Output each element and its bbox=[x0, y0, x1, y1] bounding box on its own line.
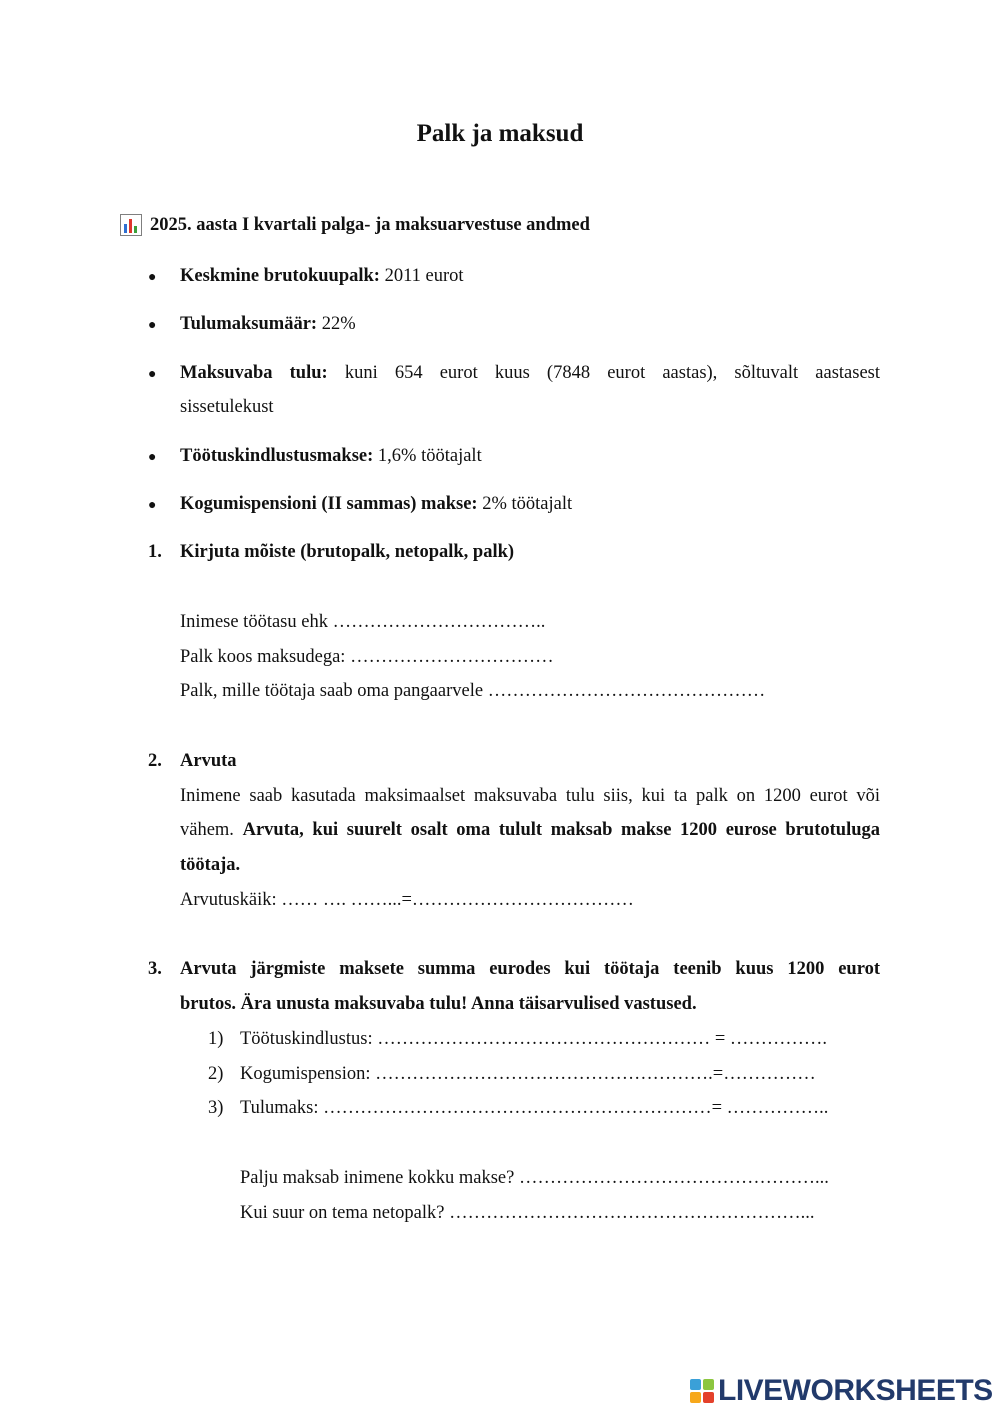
bullet-icon: ● bbox=[148, 450, 157, 465]
item-number: 3) bbox=[208, 1098, 224, 1118]
answer-line[interactable]: Tulumaks: ………………………………………………………= …………….. bbox=[240, 1098, 829, 1118]
task-number: 1. bbox=[148, 542, 162, 562]
answer-line[interactable]: Kogumispension: ……………………………………………….=…………… bbox=[240, 1064, 816, 1084]
task-heading: Kirjuta mõiste (brutopalk, netopalk, palk) bbox=[180, 542, 515, 562]
bullet-item-continuation: sissetulekust bbox=[180, 397, 274, 417]
liveworksheets-logo-icon bbox=[690, 1379, 714, 1403]
task-text: Inimene saab kasutada maksimaalset maksuvaba tulu siis, kui ta palk on 1200 eurot või bbox=[180, 786, 880, 806]
task-heading: brutos. Ära unusta maksuvaba tulu! Anna täisarvulised vastused. bbox=[180, 994, 697, 1014]
bullet-icon: ● bbox=[148, 367, 157, 382]
question-line[interactable]: Palju maksab inimene kokku makse? …………………………………………... bbox=[240, 1168, 829, 1188]
calculation-line[interactable]: Arvutuskäik: …… …. ……...=……………………………… bbox=[180, 890, 634, 910]
task-heading: Arvuta bbox=[180, 751, 237, 771]
question-line[interactable]: Kui suur on tema netopalk? …………………………………………………... bbox=[240, 1203, 815, 1223]
item-number: 1) bbox=[208, 1029, 224, 1049]
task-text: vähem. Arvuta, kui suurelt osalt oma tulult maksab makse 1200 eurose brutotuluga bbox=[180, 820, 880, 840]
answer-line[interactable]: Palk koos maksudega: …………………………… bbox=[180, 647, 554, 667]
task-text: töötaja. bbox=[180, 855, 241, 875]
task-number: 3. bbox=[148, 959, 162, 979]
bullet-item: Kogumispensioni (II sammas) makse: 2% töötajalt bbox=[180, 494, 573, 514]
bullet-icon: ● bbox=[148, 318, 157, 333]
bullet-item: Töötuskindlustusmakse: 1,6% töötajalt bbox=[180, 446, 482, 466]
answer-line[interactable]: Palk, mille töötaja saab oma pangaarvele ……………………………………… bbox=[180, 681, 766, 701]
item-number: 2) bbox=[208, 1064, 224, 1084]
task-heading: Arvuta järgmiste maksete summa eurodes kui töötaja teenib kuus 1200 eurot bbox=[180, 959, 880, 979]
bullet-icon: ● bbox=[148, 498, 157, 513]
bar-chart-icon bbox=[120, 214, 142, 236]
logo-text: LIVEWORKSHEETS bbox=[718, 1374, 993, 1407]
answer-line[interactable]: Inimese töötasu ehk …………………………….. bbox=[180, 612, 546, 632]
section-heading bbox=[120, 214, 590, 236]
task-number: 2. bbox=[148, 751, 162, 771]
bullet-item: Tulumaksumäär: 22% bbox=[180, 314, 356, 334]
liveworksheets-logo bbox=[690, 1374, 993, 1408]
bullet-icon: ● bbox=[148, 270, 157, 285]
section-heading-text: 2025. aasta I kvartali palga- ja maksuarvestuse andmed bbox=[150, 214, 590, 235]
bullet-item: Keskmine brutokuupalk: 2011 eurot bbox=[180, 266, 464, 286]
bullet-item: Maksuvaba tulu: kuni 654 eurot kuus (7848 eurot aastas), sõltuvalt aastasest bbox=[180, 363, 880, 383]
answer-line[interactable]: Töötuskindlustus: ……………………………………………… = ……………. bbox=[240, 1029, 828, 1049]
page-title: Palk ja maksud bbox=[416, 120, 584, 147]
